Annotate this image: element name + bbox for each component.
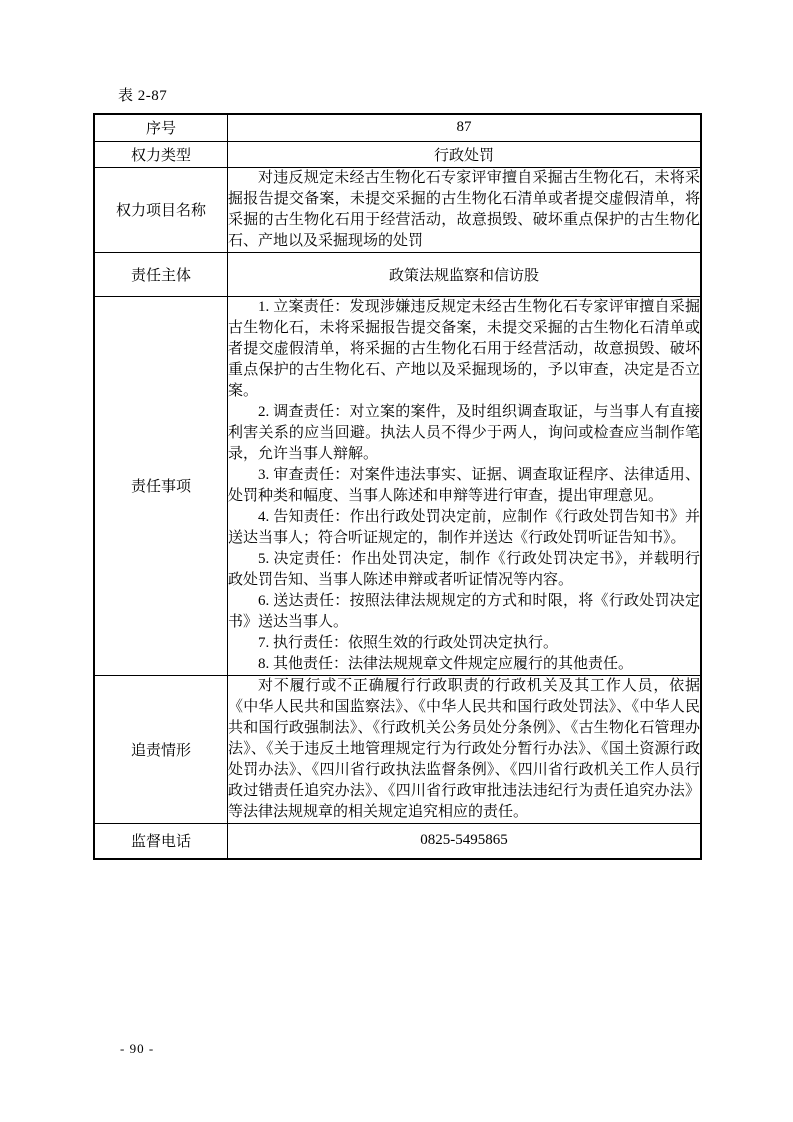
power-item-name-cell xyxy=(228,167,702,252)
serial-number-value: 87 xyxy=(228,114,702,141)
table-row xyxy=(94,167,701,252)
page-number: - 90 - xyxy=(120,1041,155,1056)
responsible-body-value: 政策法规监察和信访股 xyxy=(228,252,702,296)
duty-items-cell xyxy=(228,296,702,675)
table-caption: 表 2-87 xyxy=(118,88,168,104)
duty-item-4: 4. 告知责任：作出行政处罚决定前，应制作《行政处罚告知书》并送达当事人；符合听证规定的，制作并送达《行政处罚听证告知书》。 xyxy=(228,508,700,546)
table-row xyxy=(94,252,701,296)
row-label-power-type: 权力类型 xyxy=(94,141,228,167)
duty-item-1: 1. 立案责任：发现涉嫌违反规定未经古生物化石专家评审擅自采掘古生物化石，未将采掘报告提交备案，未提交采掘的古生物化石清单或者提交虚假清单，将采掘的古生物化石用于经营活动，故意损毁、破坏重点保护的古生物化石、产地以及采掘现场的，予以审查，决定是否立案。 xyxy=(228,298,700,399)
table-row xyxy=(94,823,701,859)
row-label-duty-items: 责任事项 xyxy=(94,296,228,675)
row-label-power-item-name: 权力项目名称 xyxy=(94,167,228,252)
accountability-situations-cell xyxy=(228,675,702,823)
table-row xyxy=(94,141,701,167)
duty-item-7: 7. 执行责任：依照生效的行政处罚决定执行。 xyxy=(258,634,559,651)
duty-item-5: 5. 决定责任：作出处罚决定，制作《行政处罚决定书》，并载明行政处罚告知、当事人陈述申辩或者听证情况等内容。 xyxy=(228,550,700,588)
row-label-responsible-body: 责任主体 xyxy=(94,252,228,296)
duty-item-8: 8. 其他责任：法律法规规章文件规定应履行的其他责任。 xyxy=(258,655,634,672)
duty-item-6: 6. 送达责任：按照法律法规规定的方式和时限，将《行政处罚决定书》送达当事人。 xyxy=(228,592,700,630)
supervision-phone-value: 0825-5495865 xyxy=(228,823,702,859)
row-label-supervision-phone: 监督电话 xyxy=(94,823,228,859)
table-row xyxy=(94,114,701,141)
row-label-serial-number: 序号 xyxy=(94,114,228,141)
power-item-table xyxy=(93,113,702,860)
row-label-accountability-situations: 追责情形 xyxy=(94,675,228,823)
power-item-name-text: 对违反规定未经古生物化石专家评审擅自采掘古生物化石，未将采掘报告提交备案，未提交采掘的古生物化石清单或者提交虚假清单，将采掘的古生物化石用于经营活动，故意损毁、破坏重点保护的古生物化石、产地以及采掘现场的处罚 xyxy=(228,169,700,249)
duty-item-3: 3. 审查责任：对案件违法事实、证据、调查取证程序、法律适用、处罚种类和幅度、当事人陈述和申辩等进行审查，提出审理意见。 xyxy=(228,466,700,504)
table-row xyxy=(94,675,701,823)
accountability-situations-text: 对不履行或不正确履行行政职责的行政机关及其工作人员，依据《中华人民共和国监察法》、《中华人民共和国行政处罚法》、《中华人民共和国行政强制法》、《行政机关公务员处分条例》、《古生物化石管理办法》、《关于违反土地管理规定行为行政处分暂行办法》、《国土资源行政处罚办法》、《四川省行政执法监督条例》、《四川省行政机关工作人员行政过错责任追究办法》、《四川省行政审批违法违纪行为责任追究办法》等法律法规规章的相关规定追究相应的责任。 xyxy=(228,677,700,820)
table-row xyxy=(94,296,701,675)
power-type-value: 行政处罚 xyxy=(228,141,702,167)
duty-item-2: 2. 调查责任：对立案的案件，及时组织调查取证，与当事人有直接利害关系的应当回避。执法人员不得少于两人，询问或检查应当制作笔录，允许当事人辩解。 xyxy=(228,403,700,462)
